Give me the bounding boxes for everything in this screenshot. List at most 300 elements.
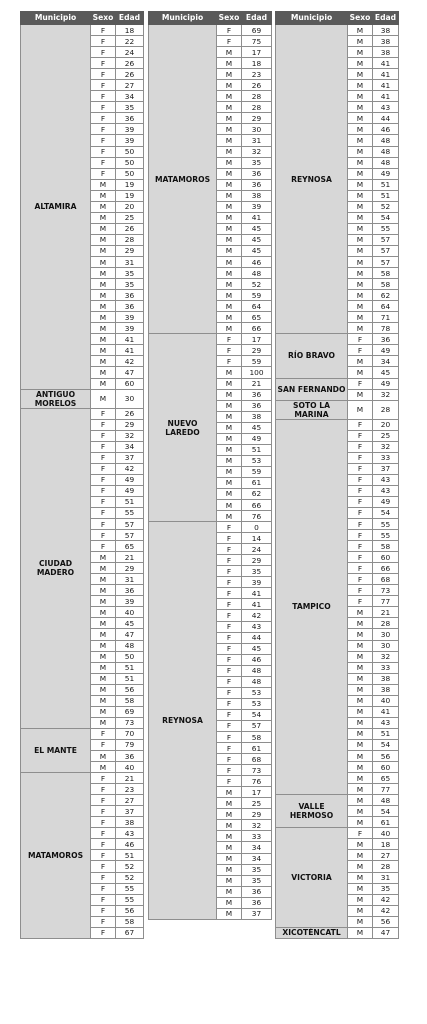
table-row	[276, 25, 399, 36]
sexo-cell: M	[217, 80, 242, 91]
edad-cell: 35	[242, 157, 272, 168]
sexo-cell: M	[91, 585, 116, 596]
edad-cell: 38	[373, 36, 399, 47]
edad-cell: 57	[116, 530, 144, 541]
edad-cell: 39	[242, 577, 272, 588]
edad-cell: 46	[242, 256, 272, 267]
sexo-cell: M	[91, 367, 116, 378]
edad-cell: 32	[116, 430, 144, 441]
sexo-cell: F	[91, 773, 116, 784]
sexo-cell: M	[348, 629, 373, 640]
sexo-cell: M	[348, 201, 373, 212]
sexo-cell: M	[217, 102, 242, 113]
edad-cell: 57	[373, 234, 399, 245]
edad-cell: 36	[116, 290, 144, 301]
sexo-cell: M	[91, 279, 116, 290]
sexo-cell: M	[348, 268, 373, 279]
edad-cell: 47	[116, 367, 144, 378]
sexo-cell: M	[91, 223, 116, 234]
sexo-cell: M	[91, 268, 116, 279]
sexo-cell: M	[91, 751, 116, 762]
edad-cell: 28	[242, 102, 272, 113]
edad-cell: 49	[242, 433, 272, 444]
sexo-cell: F	[217, 643, 242, 654]
sexo-cell: M	[348, 256, 373, 267]
sexo-cell: M	[348, 212, 373, 223]
edad-cell: 65	[373, 773, 399, 784]
edad-cell: 48	[242, 268, 272, 279]
sexo-cell: M	[91, 640, 116, 651]
sexo-cell: F	[91, 408, 116, 419]
sexo-cell: M	[217, 301, 242, 312]
edad-cell: 27	[373, 850, 399, 861]
sexo-cell: M	[217, 146, 242, 157]
edad-cell: 35	[242, 875, 272, 886]
sexo-cell: F	[91, 36, 116, 47]
sexo-cell: M	[91, 552, 116, 563]
edad-cell: 39	[116, 135, 144, 146]
sexo-cell: F	[348, 530, 373, 541]
edad-cell: 48	[373, 135, 399, 146]
edad-cell: 39	[116, 312, 144, 323]
sexo-cell: F	[91, 430, 116, 441]
edad-cell: 54	[373, 212, 399, 223]
edad-cell: 79	[116, 739, 144, 750]
edad-cell: 41	[373, 91, 399, 102]
edad-cell: 73	[242, 765, 272, 776]
edad-cell: 38	[373, 47, 399, 58]
sexo-cell: F	[348, 419, 373, 430]
sexo-cell: M	[348, 894, 373, 905]
sexo-cell: M	[217, 113, 242, 124]
sexo-cell: F	[91, 806, 116, 817]
edad-cell: 19	[116, 190, 144, 201]
sexo-cell: F	[217, 676, 242, 687]
sexo-cell: M	[348, 135, 373, 146]
edad-cell: 41	[373, 80, 399, 91]
edad-cell: 26	[116, 408, 144, 419]
edad-cell: 49	[116, 485, 144, 496]
sexo-cell: F	[91, 463, 116, 474]
edad-cell: 33	[373, 452, 399, 463]
edad-cell: 58	[116, 916, 144, 927]
edad-cell: 54	[373, 739, 399, 750]
sexo-cell: M	[217, 488, 242, 499]
edad-cell: 26	[242, 80, 272, 91]
sexo-cell: M	[217, 511, 242, 522]
edad-cell: 40	[116, 607, 144, 618]
edad-cell: 64	[373, 301, 399, 312]
sexo-cell: M	[217, 168, 242, 179]
edad-cell: 28	[116, 234, 144, 245]
sexo-cell: M	[348, 905, 373, 916]
edad-cell: 59	[242, 466, 272, 477]
edad-cell: 34	[242, 842, 272, 853]
sexo-cell: F	[91, 157, 116, 168]
sexo-cell: F	[217, 577, 242, 588]
edad-cell: 23	[242, 69, 272, 80]
sexo-cell: M	[348, 872, 373, 883]
edad-cell: 100	[242, 367, 272, 378]
sexo-cell: M	[348, 717, 373, 728]
sexo-cell: M	[217, 190, 242, 201]
sexo-cell: F	[91, 839, 116, 850]
sexo-cell: M	[217, 422, 242, 433]
sexo-cell: F	[91, 474, 116, 485]
edad-cell: 28	[373, 861, 399, 872]
edad-cell: 40	[373, 695, 399, 706]
header-sexo: Sexo	[217, 12, 242, 25]
table-row	[21, 389, 144, 408]
edad-cell: 49	[373, 168, 399, 179]
sexo-cell: M	[348, 861, 373, 872]
edad-cell: 73	[116, 717, 144, 728]
edad-cell: 55	[373, 223, 399, 234]
edad-cell: 42	[116, 463, 144, 474]
sexo-cell: M	[91, 651, 116, 662]
edad-cell: 17	[242, 334, 272, 345]
sexo-cell: M	[217, 201, 242, 212]
edad-cell: 68	[373, 574, 399, 585]
sexo-cell: M	[217, 234, 242, 245]
sexo-cell: F	[217, 720, 242, 731]
edad-cell: 73	[373, 585, 399, 596]
edad-cell: 22	[116, 36, 144, 47]
edad-cell: 45	[242, 245, 272, 256]
sexo-cell: M	[91, 245, 116, 256]
sexo-cell: M	[348, 102, 373, 113]
edad-cell: 26	[116, 69, 144, 80]
sexo-cell: F	[348, 519, 373, 530]
municipio-cell: ANTIGUO MORELOS	[21, 389, 91, 408]
sexo-cell: M	[91, 629, 116, 640]
edad-cell: 34	[116, 441, 144, 452]
edad-cell: 38	[373, 684, 399, 695]
sexo-cell: M	[348, 662, 373, 673]
edad-cell: 70	[116, 728, 144, 739]
edad-cell: 59	[242, 290, 272, 301]
edad-cell: 58	[373, 268, 399, 279]
sexo-cell: M	[348, 234, 373, 245]
sexo-cell: M	[217, 842, 242, 853]
edad-cell: 26	[116, 223, 144, 234]
sexo-cell: M	[348, 91, 373, 102]
edad-cell: 34	[116, 91, 144, 102]
edad-cell: 41	[242, 588, 272, 599]
edad-cell: 57	[116, 519, 144, 530]
sexo-cell: F	[91, 883, 116, 894]
edad-cell: 36	[373, 334, 399, 345]
sexo-cell: F	[91, 69, 116, 80]
sexo-cell: M	[91, 596, 116, 607]
sexo-cell: M	[91, 212, 116, 223]
sexo-cell: M	[217, 798, 242, 809]
sexo-cell: M	[348, 279, 373, 290]
edad-cell: 17	[242, 47, 272, 58]
sexo-cell: M	[348, 301, 373, 312]
edad-cell: 23	[116, 784, 144, 795]
edad-cell: 18	[242, 58, 272, 69]
sexo-cell: M	[91, 762, 116, 773]
edad-cell: 53	[242, 687, 272, 698]
sexo-cell: M	[217, 886, 242, 897]
edad-cell: 24	[116, 47, 144, 58]
sexo-cell: M	[348, 290, 373, 301]
edad-cell: 36	[242, 886, 272, 897]
sexo-cell: M	[91, 201, 116, 212]
edad-cell: 39	[116, 124, 144, 135]
edad-cell: 61	[242, 477, 272, 488]
sexo-cell: F	[348, 378, 373, 389]
edad-cell: 47	[373, 927, 399, 938]
edad-cell: 38	[116, 817, 144, 828]
sexo-cell: M	[91, 695, 116, 706]
sexo-cell: F	[217, 599, 242, 610]
sexo-cell: M	[91, 256, 116, 267]
edad-cell: 56	[373, 751, 399, 762]
edad-cell: 56	[116, 684, 144, 695]
edad-cell: 0	[242, 522, 272, 533]
sexo-cell: F	[91, 894, 116, 905]
edad-cell: 40	[373, 828, 399, 839]
sexo-cell: M	[348, 389, 373, 400]
edad-cell: 32	[242, 820, 272, 831]
sexo-cell: M	[217, 477, 242, 488]
sexo-cell: M	[91, 684, 116, 695]
sexo-cell: F	[217, 754, 242, 765]
sexo-cell: F	[91, 817, 116, 828]
sexo-cell: F	[217, 533, 242, 544]
sexo-cell: F	[217, 743, 242, 754]
edad-cell: 66	[242, 323, 272, 334]
edad-cell: 43	[242, 621, 272, 632]
edad-cell: 69	[242, 25, 272, 36]
edad-cell: 29	[116, 245, 144, 256]
sexo-cell: F	[91, 541, 116, 552]
header-sexo: Sexo	[348, 12, 373, 25]
sexo-cell: M	[217, 378, 242, 389]
edad-cell: 18	[373, 839, 399, 850]
sexo-cell: F	[348, 496, 373, 507]
municipio-cell: TAMPICO	[276, 419, 348, 795]
sexo-cell: F	[91, 113, 116, 124]
edad-cell: 71	[373, 312, 399, 323]
sexo-cell: M	[348, 69, 373, 80]
edad-cell: 19	[116, 179, 144, 190]
edad-cell: 41	[242, 599, 272, 610]
edad-cell: 31	[242, 135, 272, 146]
edad-cell: 32	[373, 441, 399, 452]
sexo-cell: M	[91, 356, 116, 367]
edad-cell: 50	[116, 651, 144, 662]
edad-cell: 30	[373, 640, 399, 651]
edad-cell: 49	[373, 345, 399, 356]
edad-cell: 28	[373, 400, 399, 419]
table-column-3	[275, 11, 399, 939]
edad-cell: 27	[116, 80, 144, 91]
edad-cell: 60	[116, 378, 144, 389]
edad-cell: 51	[116, 850, 144, 861]
sexo-cell: M	[91, 312, 116, 323]
edad-cell: 24	[242, 544, 272, 555]
sexo-cell: F	[91, 927, 116, 938]
sexo-cell: M	[217, 500, 242, 511]
edad-cell: 45	[116, 618, 144, 629]
sexo-cell: M	[348, 80, 373, 91]
edad-cell: 46	[242, 654, 272, 665]
sexo-cell: F	[348, 334, 373, 345]
sexo-cell: F	[91, 452, 116, 463]
sexo-cell: F	[348, 452, 373, 463]
edad-cell: 25	[373, 430, 399, 441]
edad-cell: 60	[373, 552, 399, 563]
sexo-cell: M	[348, 312, 373, 323]
sexo-cell: F	[91, 872, 116, 883]
sexo-cell: M	[348, 640, 373, 651]
edad-cell: 51	[373, 190, 399, 201]
sexo-cell: M	[217, 897, 242, 908]
edad-cell: 35	[116, 268, 144, 279]
table-row	[276, 927, 399, 938]
municipio-cell: CIUDAD MADERO	[21, 408, 91, 728]
edad-cell: 29	[242, 555, 272, 566]
sexo-cell: F	[217, 776, 242, 787]
edad-cell: 48	[373, 795, 399, 806]
edad-cell: 32	[373, 651, 399, 662]
table-row	[149, 522, 272, 533]
municipio-cell: NUEVO LAREDO	[149, 334, 217, 522]
sexo-cell: F	[91, 530, 116, 541]
edad-cell: 37	[373, 463, 399, 474]
edad-cell: 51	[116, 673, 144, 684]
edad-cell: 44	[373, 113, 399, 124]
sexo-cell: F	[217, 665, 242, 676]
edad-cell: 45	[242, 223, 272, 234]
sexo-cell: F	[91, 124, 116, 135]
edad-cell: 40	[116, 762, 144, 773]
edad-cell: 34	[242, 853, 272, 864]
edad-cell: 62	[373, 290, 399, 301]
edad-cell: 56	[373, 916, 399, 927]
edad-cell: 54	[373, 507, 399, 518]
edad-cell: 51	[242, 444, 272, 455]
sexo-cell: F	[91, 519, 116, 530]
sexo-cell: M	[217, 455, 242, 466]
sexo-cell: F	[217, 36, 242, 47]
edad-cell: 51	[373, 728, 399, 739]
sexo-cell: F	[217, 687, 242, 698]
sexo-cell: M	[91, 334, 116, 345]
edad-cell: 29	[242, 113, 272, 124]
sexo-cell: M	[217, 124, 242, 135]
sexo-cell: M	[348, 607, 373, 618]
edad-cell: 65	[116, 541, 144, 552]
table-row	[21, 408, 144, 419]
sexo-cell: F	[91, 861, 116, 872]
sexo-cell: M	[217, 290, 242, 301]
sexo-cell: M	[348, 323, 373, 334]
edad-cell: 35	[373, 883, 399, 894]
sexo-cell: M	[348, 706, 373, 717]
sexo-cell: M	[217, 908, 242, 919]
edad-cell: 49	[373, 496, 399, 507]
sexo-cell: F	[217, 544, 242, 555]
edad-cell: 61	[242, 743, 272, 754]
municipio-cell: SAN FERNANDO	[276, 378, 348, 400]
municipio-cell: ALTAMIRA	[21, 25, 91, 390]
sexo-cell: M	[348, 795, 373, 806]
edad-cell: 36	[242, 400, 272, 411]
sexo-cell: M	[348, 751, 373, 762]
edad-cell: 49	[373, 378, 399, 389]
sexo-cell: F	[348, 485, 373, 496]
sexo-cell: M	[217, 831, 242, 842]
edad-cell: 38	[242, 190, 272, 201]
edad-cell: 57	[242, 720, 272, 731]
sexo-cell: M	[217, 853, 242, 864]
edad-cell: 30	[116, 389, 144, 408]
edad-cell: 46	[116, 839, 144, 850]
edad-cell: 36	[242, 897, 272, 908]
edad-cell: 50	[116, 168, 144, 179]
sexo-cell: M	[217, 268, 242, 279]
municipio-cell: EL MANTE	[21, 728, 91, 772]
sexo-cell: F	[348, 585, 373, 596]
sexo-cell: M	[217, 433, 242, 444]
edad-cell: 31	[116, 256, 144, 267]
sexo-cell: M	[91, 717, 116, 728]
sexo-cell: M	[91, 706, 116, 717]
sexo-cell: F	[217, 522, 242, 533]
edad-cell: 43	[373, 717, 399, 728]
sexo-cell: M	[91, 179, 116, 190]
sexo-cell: F	[348, 552, 373, 563]
edad-cell: 21	[116, 773, 144, 784]
sexo-cell: M	[91, 378, 116, 389]
edad-cell: 45	[242, 234, 272, 245]
sexo-cell: M	[217, 223, 242, 234]
sexo-cell: F	[91, 916, 116, 927]
sexo-cell: M	[91, 618, 116, 629]
edad-cell: 33	[242, 831, 272, 842]
edad-cell: 36	[242, 168, 272, 179]
edad-cell: 55	[116, 507, 144, 518]
sexo-cell: M	[217, 157, 242, 168]
sexo-cell: M	[348, 618, 373, 629]
municipio-cell: REYNOSA	[149, 522, 217, 920]
sexo-cell: M	[217, 323, 242, 334]
edad-cell: 49	[116, 474, 144, 485]
table-column-2	[148, 11, 272, 920]
edad-cell: 36	[116, 301, 144, 312]
edad-cell: 66	[242, 500, 272, 511]
sexo-cell: F	[348, 574, 373, 585]
edad-cell: 42	[242, 610, 272, 621]
edad-cell: 50	[116, 157, 144, 168]
edad-cell: 36	[116, 585, 144, 596]
sexo-cell: M	[348, 728, 373, 739]
sexo-cell: M	[348, 179, 373, 190]
edad-cell: 31	[116, 574, 144, 585]
edad-cell: 42	[116, 356, 144, 367]
sexo-cell: M	[217, 47, 242, 58]
edad-cell: 18	[116, 25, 144, 36]
sexo-cell: M	[91, 662, 116, 673]
edad-cell: 66	[373, 563, 399, 574]
edad-cell: 41	[373, 69, 399, 80]
sexo-cell: M	[217, 256, 242, 267]
sexo-cell: M	[348, 36, 373, 47]
